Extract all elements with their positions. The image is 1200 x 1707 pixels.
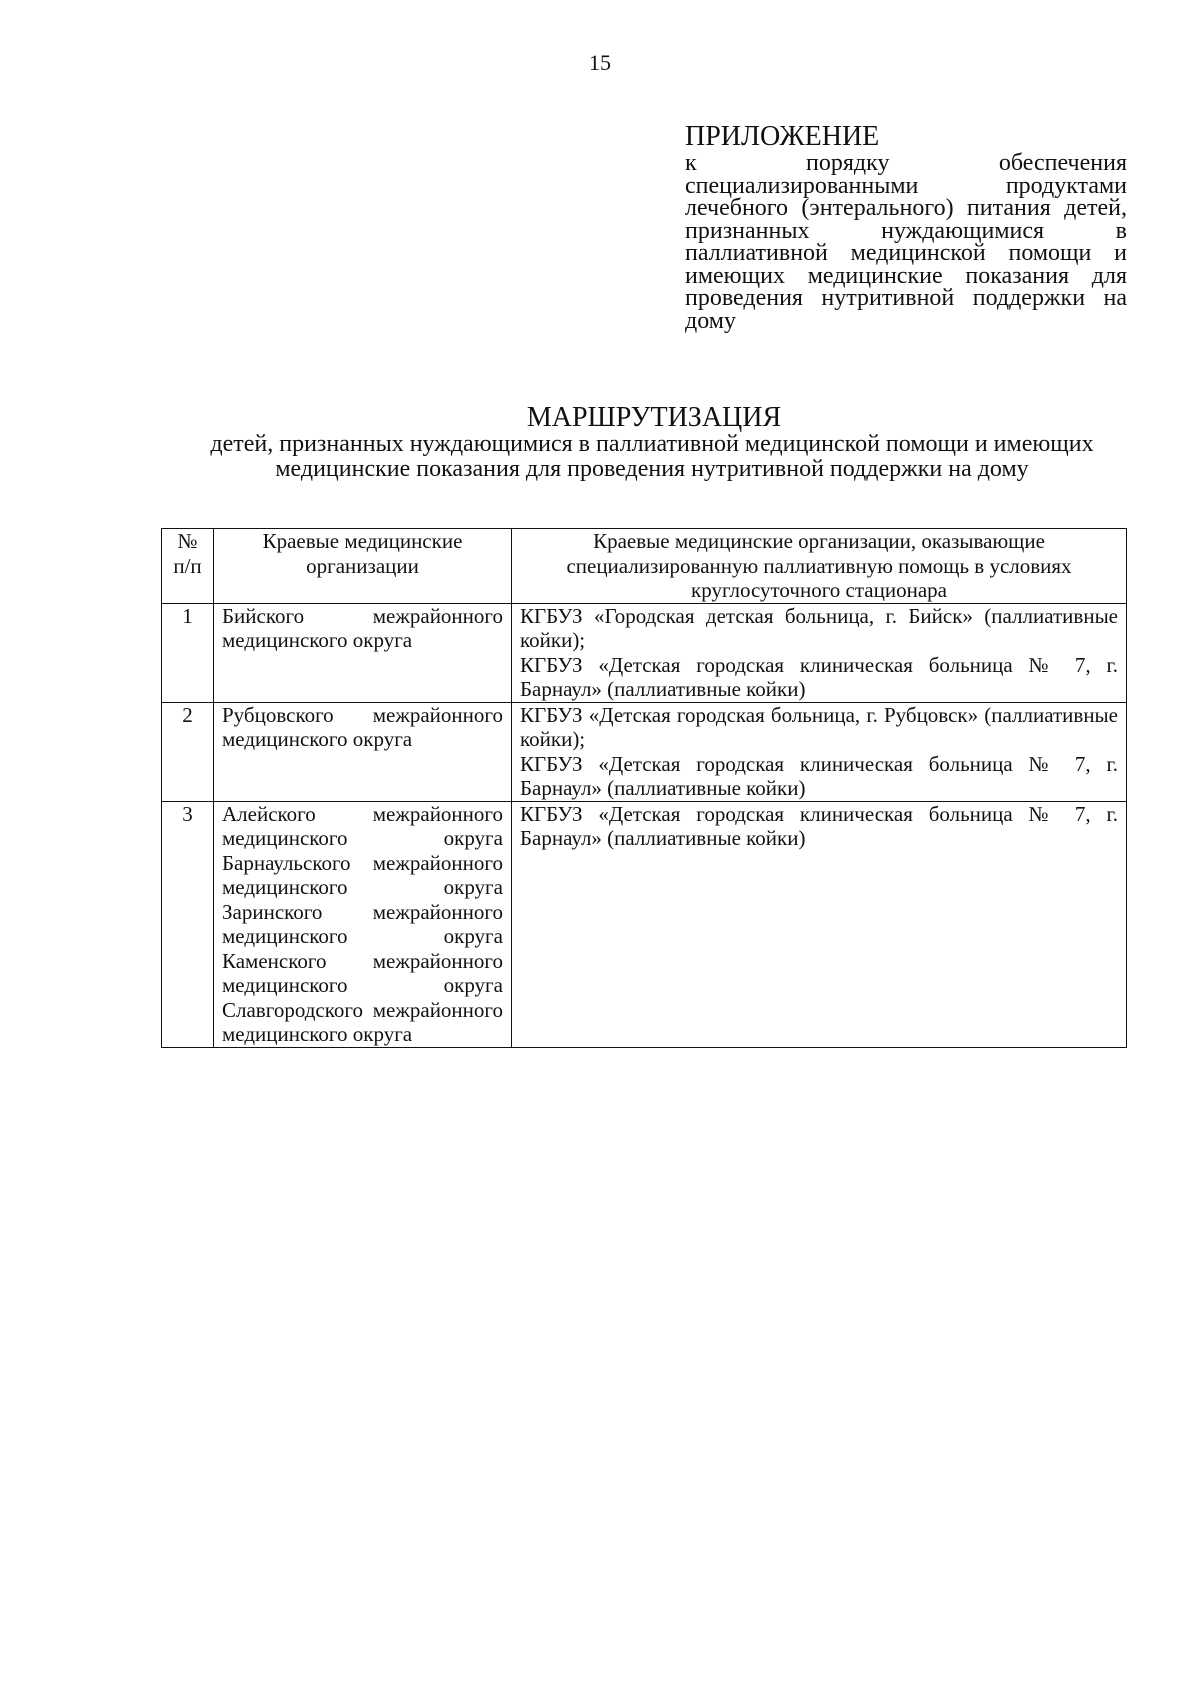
table-row	[162, 603, 1127, 702]
document-subtitle: детей, признанных нуждающимися в паллиативной медицинской помощи и имеющих медицинские показания для проведения нутритивной поддержки на дому	[210, 431, 1094, 482]
table-header-row	[162, 529, 1127, 604]
document-title: МАРШРУТИЗАЦИЯ	[526, 402, 782, 433]
hospital-entry: КГБУЗ «Детская городская клиническая больница № 7, г. Барнаул» (паллиативные койки)	[520, 801, 1118, 850]
table-row	[162, 801, 1127, 1047]
row-number: 2	[162, 702, 214, 801]
row-number: 3	[162, 801, 214, 1047]
row-organization: Бийского межрайонного медицинского округа	[214, 603, 512, 702]
row-organization: Алейского межрайонного медицинского округа Барнаульского межрайонного медицинского округа Заринского межрайонного медицинского округа Каменского межрайонного медицинского округа Славгородского межрайонного медицинского округа	[214, 801, 512, 1047]
routing-table	[161, 528, 1127, 1048]
table-row	[162, 702, 1127, 801]
row-hospitals	[512, 702, 1127, 801]
appendix-block	[685, 122, 1127, 332]
hospital-entry: КГБУЗ «Городская детская больница, г. Бийск» (паллиативные койки);	[520, 603, 1118, 652]
header-organizations: Краевые медицинские организации	[214, 529, 512, 604]
hospital-entry: КГБУЗ «Детская городская клиническая больница № 7, г. Барнаул» (паллиативные койки)	[520, 652, 1118, 701]
row-hospitals	[512, 603, 1127, 702]
header-hospitals: Краевые медицинские организации, оказывающие специализированную паллиативную помощь в условиях круглосуточного стационара	[512, 529, 1127, 604]
hospital-entry: КГБУЗ «Детская городская больница, г. Рубцовск» (паллиативные койки);	[520, 702, 1118, 751]
row-hospitals	[512, 801, 1127, 1047]
appendix-title: ПРИЛОЖЕНИЕ	[685, 121, 880, 152]
row-number: 1	[162, 603, 214, 702]
page-number: 15	[589, 50, 611, 75]
appendix-body: к порядку обеспечения специализированными продуктами лечебного (энтерального) питания детей, признанных нуждающимися в паллиативной медицинской помощи и имеющих медицинские показания для проведения нутритивной поддержки на дому	[685, 150, 1127, 334]
hospital-entry: КГБУЗ «Детская городская клиническая больница № 7, г. Барнаул» (паллиативные койки)	[520, 751, 1118, 800]
row-organization: Рубцовского межрайонного медицинского округа	[214, 702, 512, 801]
header-number: № п/п	[162, 529, 214, 604]
